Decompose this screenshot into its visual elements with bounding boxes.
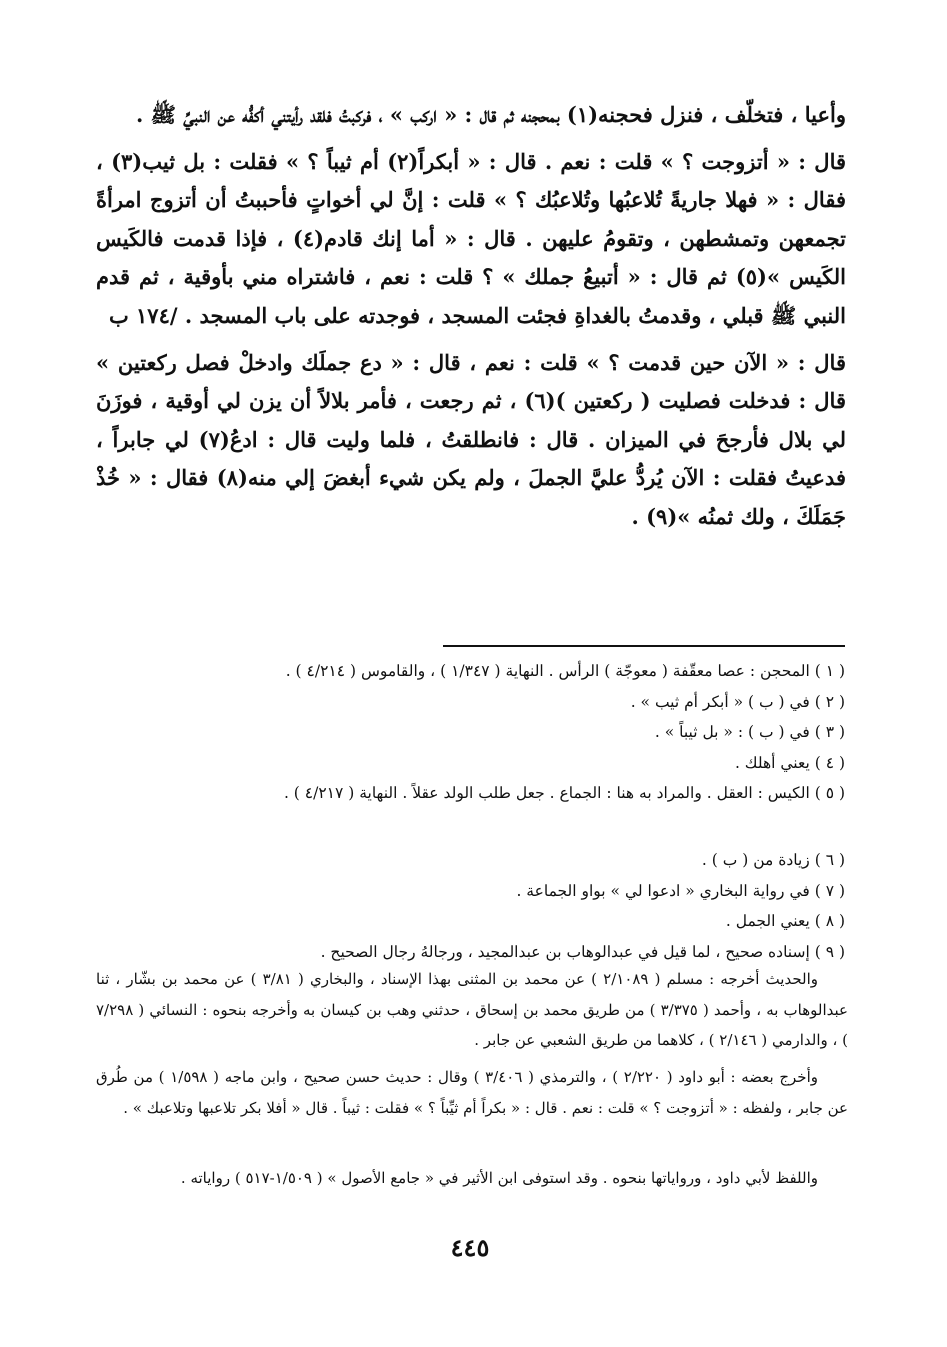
footnotes-group-a xyxy=(125,656,845,809)
takhrij-text-1: والحديث أخرجه : مسلم ( ٢/١٠٨٩ ) عن محمد بن المثنى بهذا الإسناد ، والبخاري ( ٣/٨١ ) عن محمد بن بشّار ، ثنا عبدالوهاب به ، وأحمد ( ٣/٣٧٥ ) من طريق محمد بن إسحاق ، حدثني وهب بن كيسان به وأخرجه بنحوه : النسائي ( ٧/٢٩٨ ) ، والدارمي ( ٢/١٤٦ ) ، كلاهما من طريق الشعبي عن جابر . xyxy=(96,970,848,1049)
main-paragraph-3: قال : « الآن حين قدمت ؟ » قلت : نعم ، قال : « دع جملَك وادخلْ فصل ركعتين » قال : فدخلت فصليت ( ركعتين )(٦) ، ثم رجعت ، فأمر بلالاً أن يزن لي أوقية ، فوزَنَ لي بلال فأرجحَ في الميزان . قال : فانطلقتُ ، فلما وليت قال : ادعُ(٧) لي جابراً ، فدعيتُ فقلت : الآن يُردُّ عليَّ الجملَ ، ولم يكن شيء أبغضَ إلي منه(٨) فقال : « خُذْ جَمَلَكَ ، ولك ثمنُه »(٩) . xyxy=(96,349,846,529)
footnote-6: ( ٦ ) زيادة من ( ب ) . xyxy=(701,851,845,869)
footnote-8: ( ٨ ) يعني الجمل . xyxy=(725,912,845,930)
takhrij-paragraph-1 xyxy=(96,964,848,1056)
footnote-4: ( ٤ ) يعني أهلك . xyxy=(734,753,845,772)
page-number: ٤٤٥ xyxy=(450,1233,490,1262)
takhrij-text-2: وأخرج بعضه : أبو داود ( ٢/٢٢٠ ) ، والترمذي ( ٣/٤٠٦ ) وقال : حديث حسن صحيح ، وابن ماجه ( ١/٥٩٨ ) من طُرق عن جابر ، ولفظه : « أتزوجت ؟ » قلت : نعم . قال : « بكراً أم ثيِّباً ؟ » فقلت : ثيباً . قال « أفلا بكر تلاعبها وتلاعبك » . xyxy=(96,1068,848,1117)
main-paragraph-2: قال : « أتزوجت ؟ » قلت : نعم . قال : « أبكراً(٢) أم ثيباً ؟ » فقلت : بل ثيب(٣) ، فقال : « فهلا جاريةً تُلاعبُها وتُلاعبُك ؟ » قلت : إنَّ لي أخواتٍ فأحببتُ أن أتزوج امرأةً تجمعهن وتمشطهن ، وتقومُ عليهن . قال : « أما إنك قادم(٤) ، فإذا قدمت فالكَيس الكَيس »(٥) ثم قال : « أتبيعُ جملك » ؟ قلت : نعم ، فاشتراه مني بأوقية ، ثم قدم النبي ﷺ قبلي ، وقدمتُ بالغداةِ فجئت المسجد ، فوجدته على باب المسجد . ‏/١٧٤ ب xyxy=(96,148,847,328)
footnote-3: ( ٣ ) في ( ب ) : « بل ثيباً » . xyxy=(654,723,845,741)
footnote-9: ( ٩ ) إسناده صحيح ، لما قيل في عبدالوهاب بن عبدالمجيد ، ورجالهُ رجال الصحيح . xyxy=(320,942,845,961)
main-paragraph-1: وأعيا ، فتخلّف ، فنزل فحجنه(١) بمحجنه ثم قال : « اركب » ، فركبتُ فلقد رأيتني أكفُّه عن النبيِّ ﷺ . xyxy=(135,102,846,127)
takhrij-paragraph-3 xyxy=(96,1163,848,1194)
main-text-block xyxy=(96,96,846,537)
footnote-1: ( ١ ) المحجن : عصا معقّفة ( معوجّة ) الرأس . النهاية ( ١/٣٤٧ ) ، والقاموس ( ٤/٢١٤ ) . xyxy=(285,662,845,680)
takhrij-text-3: واللفظ لأبي داود ، ورواياتها بنحوه . وقد استوفى ابن الأثير في « جامع الأصول » ( ١/٥٠٩-٥١٧ ) رواياته . xyxy=(180,1169,818,1187)
footnote-2: ( ٢ ) في ( ب ) « أبكر أم ثيب » . xyxy=(630,692,845,711)
footnotes-group-b xyxy=(125,845,845,967)
footnote-7: ( ٧ ) في رواية البخاري « ادعوا لي » بواو الجماعة . xyxy=(516,881,845,900)
footnote-5: ( ٥ ) الكيس : العقل . والمراد به هنا : الجماع . جعل طلب الولد عقلاً . النهاية ( ٤/٢١٧ ) . xyxy=(283,784,845,802)
takhrij-paragraph-2 xyxy=(96,1062,848,1123)
footnote-divider xyxy=(443,645,845,647)
